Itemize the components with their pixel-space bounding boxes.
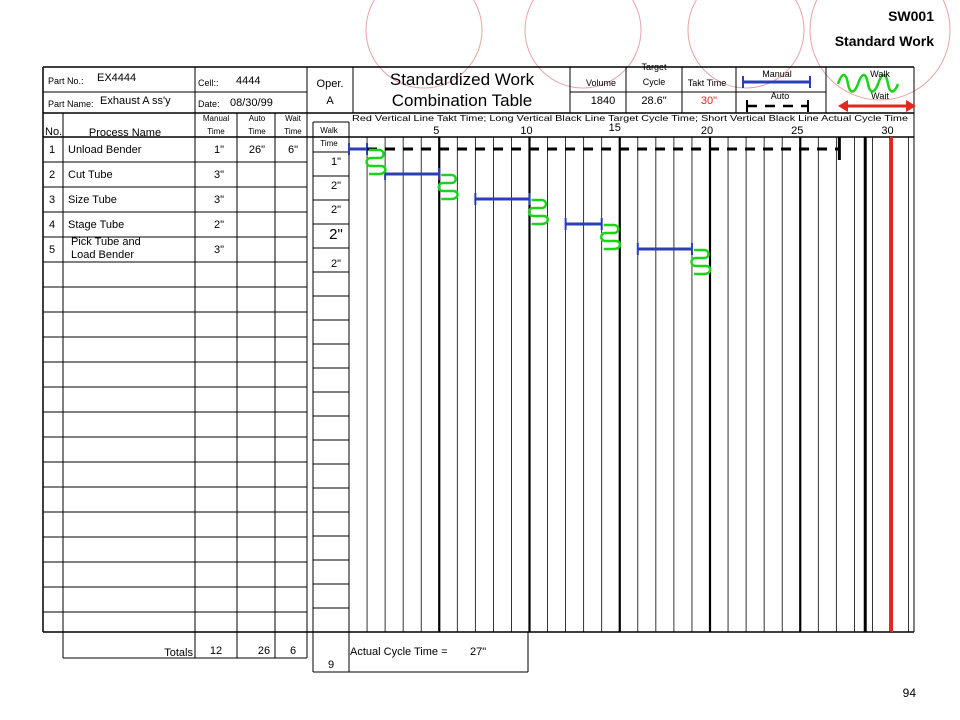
col-manual-header-1: Manual xyxy=(202,114,230,123)
timeline-grid xyxy=(349,122,909,632)
total-auto: 26 xyxy=(257,645,271,657)
step-number: 2 xyxy=(48,169,56,181)
step-manual-time: 3" xyxy=(213,169,225,181)
target-cycle-label-2: Cycle xyxy=(642,77,666,87)
col-walk-header-1: Walk xyxy=(320,126,338,135)
takt-time-label: Takt Time xyxy=(687,78,727,88)
timeline-note: Red Vertical Line Takt Time; Long Vertical Black Line Target Cycle Time; Short Vertical Black Line Actual Cycle Time xyxy=(352,113,909,123)
actual-cycle-value: 27" xyxy=(470,646,487,658)
x-tick-label: 30 xyxy=(881,125,894,137)
x-tick-label: 25 xyxy=(791,125,804,137)
step-auto-time: 26" xyxy=(248,144,266,156)
total-manual: 12 xyxy=(209,645,223,657)
legend-wait-arrowhead xyxy=(838,100,848,112)
part-name-value: Exhaust A ss'y xyxy=(100,95,171,107)
step-manual-time: 3" xyxy=(213,194,225,206)
target-cycle-label-1: Target xyxy=(641,62,667,72)
actual-cycle-label: Actual Cycle Time = xyxy=(350,646,448,658)
oper-value: A xyxy=(326,95,334,107)
col-process-header: Process Name xyxy=(88,127,162,139)
cell-value: 4444 xyxy=(236,75,261,87)
walk-squiggle xyxy=(367,150,386,174)
legend-wait-label: Wait xyxy=(871,91,889,101)
slide-subtitle: Standard Work xyxy=(834,33,934,49)
legend-walk-label: Walk xyxy=(870,69,890,79)
x-tick-label: 20 xyxy=(700,125,714,137)
total-walk: 9 xyxy=(327,659,335,671)
step-name: Pick Tube and xyxy=(71,236,141,248)
step-wait-time: 6" xyxy=(287,144,299,156)
step-number: 1 xyxy=(48,144,56,156)
walk-squiggle xyxy=(439,175,458,199)
oper-label: Oper. xyxy=(316,78,344,90)
step-name: Stage Tube xyxy=(68,219,125,231)
cell-label: Cell:: xyxy=(198,78,219,88)
target-cycle-value: 28.6" xyxy=(641,95,667,107)
walk-time-label: 1" xyxy=(330,156,342,168)
step-name: Size Tube xyxy=(68,194,117,206)
col-walk-header-2: Time xyxy=(320,139,338,148)
col-wait-header-2: Time xyxy=(284,127,302,136)
step-number: 5 xyxy=(48,244,56,256)
date-value: 08/30/99 xyxy=(230,97,273,109)
col-auto-header-1: Auto xyxy=(248,114,266,123)
walk-squiggle xyxy=(529,200,548,224)
step-manual-time: 3" xyxy=(213,244,225,256)
step-name: Unload Bender xyxy=(68,144,142,156)
legend-auto-label: Auto xyxy=(770,91,790,101)
page-number: 94 xyxy=(902,686,916,700)
form-title-line2: Combination Table xyxy=(391,91,533,110)
takt-time-value: 30" xyxy=(700,95,718,107)
walk-time-label: 2" xyxy=(330,258,342,270)
walk-squiggle xyxy=(691,250,710,274)
volume-label: Volume xyxy=(585,78,617,88)
col-auto-header-2: Time xyxy=(248,127,266,136)
volume-value: 1840 xyxy=(590,95,616,107)
chart-marks xyxy=(329,75,916,632)
walk-time-label: 2" xyxy=(330,180,342,192)
part-no-value: EX4444 xyxy=(97,72,137,84)
step-number: 3 xyxy=(48,194,56,206)
step-manual-time: 2" xyxy=(213,219,225,231)
decorative-circle xyxy=(525,0,641,88)
step-number: 4 xyxy=(48,219,56,231)
col-no-header: No. xyxy=(45,126,63,138)
total-wait: 6 xyxy=(289,645,297,657)
part-name-label: Part Name: xyxy=(48,99,94,109)
step-name: Cut Tube xyxy=(68,169,113,181)
step-manual-time: 1" xyxy=(213,144,225,156)
legend-manual-label: Manual xyxy=(762,69,792,79)
form-title-line1: Standardized Work xyxy=(389,70,535,89)
walk-time-label: 2" xyxy=(330,204,342,216)
table-text xyxy=(45,62,908,671)
walk-time-label: 2" xyxy=(329,226,343,243)
x-tick-label: 5 xyxy=(433,125,440,137)
totals-label: Totals xyxy=(164,647,193,659)
date-label: Date: xyxy=(198,99,220,109)
slide-code: SW001 xyxy=(888,8,934,24)
step-name: Load Bender xyxy=(71,249,134,261)
x-tick-label: 15 xyxy=(608,122,621,134)
x-tick-label: 10 xyxy=(520,125,533,137)
walk-squiggle xyxy=(601,225,620,249)
part-no-label: Part No.: xyxy=(48,76,84,86)
col-manual-header-2: Time xyxy=(207,127,225,136)
table-lines xyxy=(43,67,914,672)
col-wait-header-1: Wait xyxy=(285,114,301,123)
